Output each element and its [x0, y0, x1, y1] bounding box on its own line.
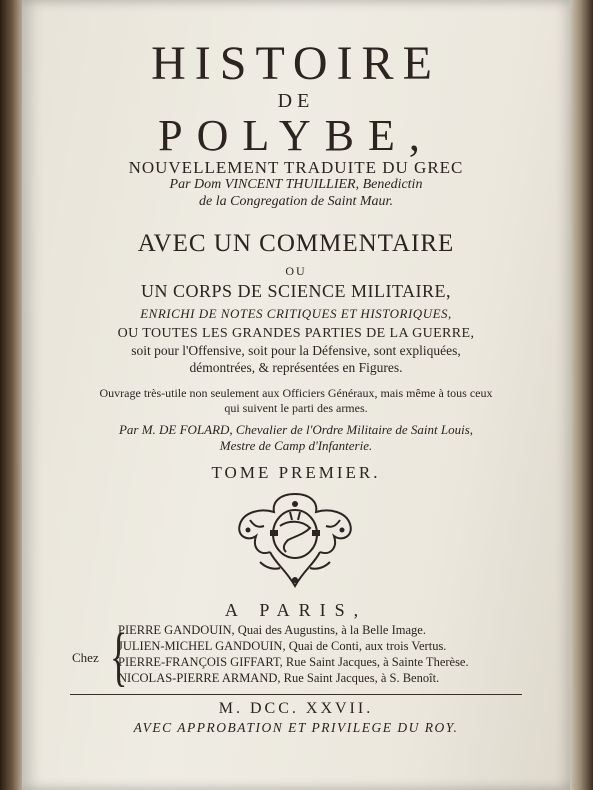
publication-date: M. DCC. XXVII. [218, 700, 374, 717]
printers-list [118, 622, 548, 686]
printer-line: NICOLAS-PIERRE ARMAND, Rue Saint Jacques, à S. Benoît. [118, 671, 440, 685]
author-line-1: Par M. DE FOLARD, Chevalier de l'Ordre Militaire de Saint Louis, [118, 422, 474, 437]
offensive-defensive-line: soit pour l'Offensive, soit pour la Défensive, sont expliquées, [131, 343, 461, 358]
imprint-rule [70, 694, 522, 695]
title-page [22, 0, 570, 790]
notes-line: ENRICHI DE NOTES CRITIQUES ET HISTORIQUES, [140, 306, 452, 321]
commentary-heading: AVEC UN COMMENTAIRE [137, 230, 455, 257]
book-binding-right [567, 0, 593, 790]
subtitle-translation: NOUVELLEMENT TRADUITE DU GREC [128, 158, 464, 177]
military-science-line: UN CORPS DE SCIENCE MILITAIRE, [140, 281, 452, 301]
printer-line: JULIEN-MICHEL GANDOUIN, Quai de Conti, aux trois Vertus. [118, 639, 447, 653]
author-line-2: Mestre de Camp d'Infanterie. [219, 438, 373, 453]
title-polybe: POLYBE, [158, 111, 434, 160]
imprint-city: A PARIS, [224, 600, 368, 620]
war-parts-line: OU TOUTES LES GRANDES PARTIES DE LA GUERRE, [117, 326, 475, 341]
printers-brace: { [110, 620, 128, 693]
title-histoire: HISTOIRE [151, 37, 441, 90]
translator-line: Par Dom VINCENT THUILLIER, Benedictin [169, 177, 423, 192]
volume-label: TOME PREMIER. [211, 463, 381, 482]
printer-ornament-icon [230, 490, 360, 590]
title-de: DE [277, 90, 315, 112]
figures-line: démontrées, & représentées en Figures. [189, 360, 403, 375]
congregation-line: de la Congregation de Saint Maur. [199, 194, 393, 209]
printer-line: PIERRE GANDOUIN, Quai des Augustins, à la Belle Image. [118, 623, 426, 637]
usefulness-line-2: qui suivent le parti des armes. [224, 401, 368, 415]
imprint-chez: Chez [72, 650, 99, 665]
ou-line: OU [285, 264, 307, 278]
printer-line: PIERRE-FRANÇOIS GIFFART, Rue Saint Jacques, à Sainte Therèse. [118, 655, 469, 669]
royal-privilege-line: AVEC APPROBATION ET PRIVILEGE DU ROY. [133, 720, 459, 735]
usefulness-line-1: Ouvrage très-utile non seulement aux Officiers Généraux, mais même à tous ceux [99, 386, 493, 400]
